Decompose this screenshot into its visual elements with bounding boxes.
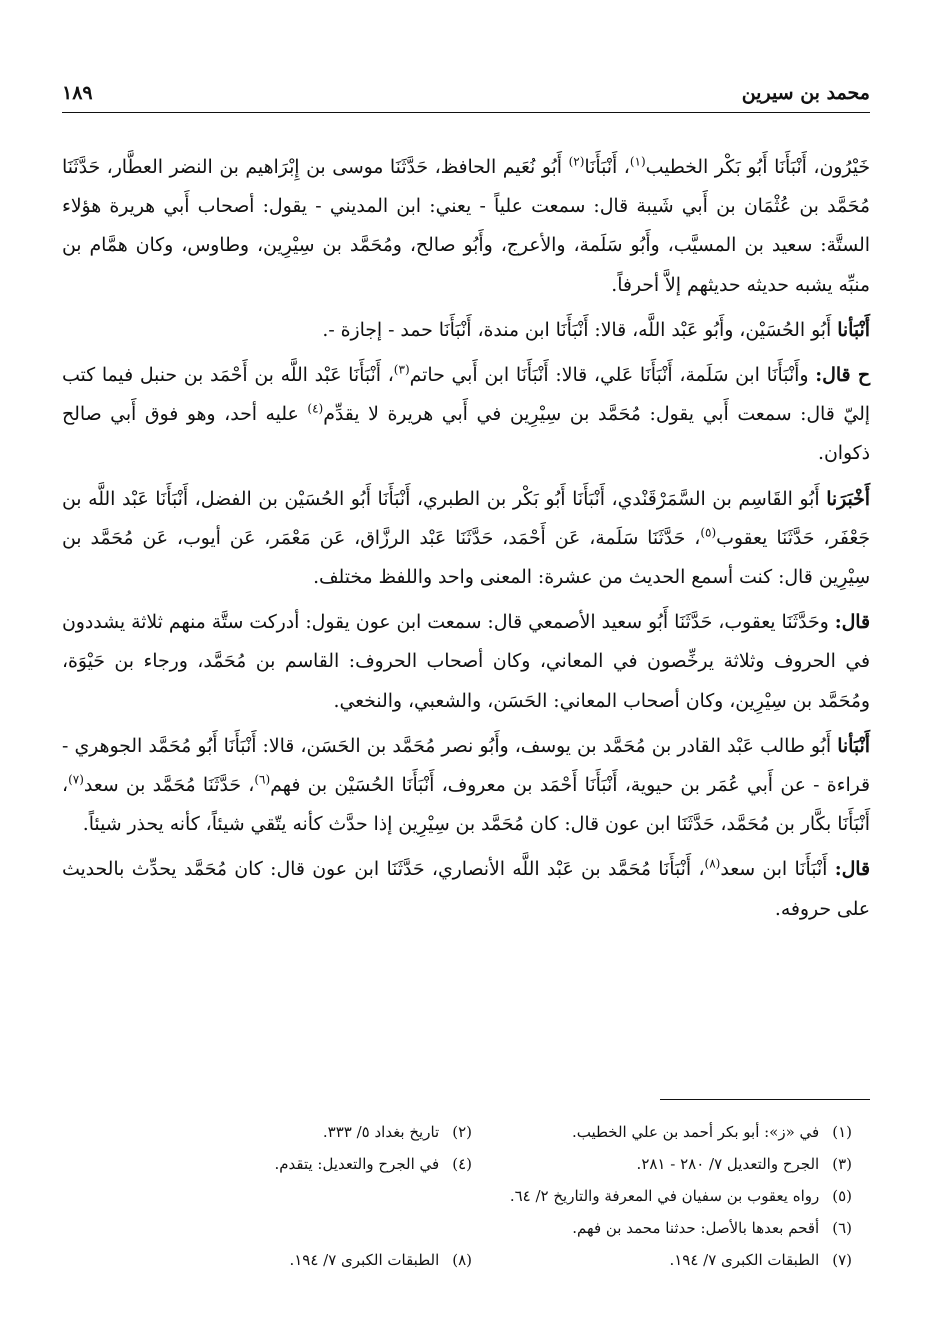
paragraph-lead: قال: (834, 611, 870, 634)
footnote-text: في «ز»: أبو بكر أحمد بن علي الخطيب. (571, 1123, 824, 1141)
footnote-text: رواه يعقوب بن سفيان في المعرفة والتاريخ ٢/ ٦٤. (509, 1187, 824, 1205)
footnote (532, 1116, 852, 1148)
paragraph-lead: قال: (834, 858, 870, 881)
paragraph-text: وأَنْبَأَنَا ابن سَلَمة، أَنْبَأَنَا عَلي، قالا: أَنْبَأَنَا ابن أَبي حاتم (409, 365, 816, 387)
paragraph (62, 850, 870, 928)
paragraph-lead: أَنْبَأنا (837, 318, 870, 341)
footnote-row (62, 1148, 852, 1180)
footnote-marker[interactable]: (٦) (254, 772, 271, 787)
paragraph (62, 356, 870, 474)
running-header (62, 80, 870, 113)
footnote-text: أقحم بعدها بالأصل: حدثنا محمد بن فهم. (572, 1219, 824, 1237)
paragraph (62, 603, 870, 721)
paragraph-text: ، أَنْبَأَنَا مُحَمَّد بن عَبْد اللَّه الأنصاري، حَدَّثَنَا ابن عون قال: كان مُحَمَّد يحدِّث بالحديث على حروفه. (62, 859, 870, 920)
paragraph-lead: أَنْبَأنا (837, 734, 870, 757)
footnote-text: الطبقات الكبرى ٧/ ١٩٤. (669, 1251, 824, 1269)
paragraph-text: ، حَدَّثَنَا مُحَمَّد بن سعد (83, 775, 255, 797)
paragraph (62, 148, 870, 305)
paragraph-text: ، أَنْبَأَنَا بكَّار بن مُحَمَّد، حَدَّثَنَا ابن عون قال: كان مُحَمَّد بن سِيْرِين إذا حدَّث كأنه يتّقي شيئاً، كأنه يحذر شيئاً. (62, 775, 870, 836)
paragraph-lead: ح قال: (815, 364, 870, 387)
footnote-number: (١) (832, 1123, 852, 1141)
footnote-row (62, 1180, 852, 1212)
footnote (572, 1212, 852, 1244)
paragraph-text: أَبُو نُعَيم الحافظ، حَدَّثَنَا موسى بن إِبْرَاهيم بن النضر العطَّار، حَدَّثَنَا مُحَمَّد بن عُثْمَان بن أَبي شَيبة قال: سمعت علياً - يعني: ابن المديني - يقول: أصحاب أَبي هريرة هؤلاء الستَّة: سعيد بن المسيَّب، وأَبُو سَلَمة، والأعرج، وأَبُو صالح، ومُحَمَّد بن سِيْرِين، وطاوس، وكان همَّام بن منبِّه يشبه حديثه حديثهم إلاَّ أحرفاً. (62, 157, 870, 296)
footnote-row (62, 1212, 852, 1244)
footnote (532, 1148, 852, 1180)
footnote-marker[interactable]: (١) (629, 154, 646, 169)
footnote-number: (٧) (832, 1251, 852, 1269)
paragraph-lead: أَخْبَرَنا (826, 487, 870, 510)
page-number: ١٨٩ (62, 82, 93, 104)
footnote-separator (660, 1099, 870, 1100)
footnote-number: (٣) (832, 1155, 852, 1173)
paragraph-text: خَيْرُون، أَنْبَأَنَا أَبُو بَكْر الخطيب (645, 157, 870, 178)
paragraph (62, 311, 870, 350)
paragraph-text: وحَدَّثَنَا يعقوب، حَدَّثَنَا أَبُو سعيد الأصمعي قال: سمعت ابن عون يقول: أدركت ستَّة منهم ثلاثة يشددون في الحروف وثلاثة يرخِّصون في المعاني، وكان أصحاب الحروف: القاسم بن مُحَمَّد، ورجاء بن حَيْوَة، ومُحَمَّد بن سِيْرِين، وكان أصحاب المعاني: الحَسَن، والشعبي، والنخعي. (62, 612, 870, 712)
footnote-number: (٨) (452, 1251, 472, 1269)
footnote-marker[interactable]: (٣) (393, 362, 410, 377)
footnote-number: (٥) (832, 1187, 852, 1205)
footnote-marker[interactable]: (٥) (700, 525, 717, 540)
footnote-text: تاريخ بغداد ٥/ ٣٣٣. (322, 1123, 444, 1141)
paragraph (62, 727, 870, 845)
footnote (510, 1180, 852, 1212)
footnote (152, 1148, 472, 1180)
footnote-text: الطبقات الكبرى ٧/ ١٩٤. (289, 1251, 444, 1269)
footnote-number: (٦) (832, 1219, 852, 1237)
footnote-marker[interactable]: (٧) (68, 772, 84, 787)
running-title: محمد بن سيرين (741, 82, 870, 104)
paragraph-text: أَبُو طالب عَبْد القادر بن مُحَمَّد بن يوسف، وأَبُو نصر مُحَمَّد بن الحَسَن، قالا: أَنْبَأَنَا أَبُو مُحَمَّد الجوهري - قراءة - عن أَبي عُمَر بن حيوية، أَنْبَأَنَا أَحْمَد بن معروف، أَنْبَأَنَا الحُسَيْن بن فهم (62, 735, 870, 797)
footnote-text: الجرح والتعديل ٧/ ٢٨٠ - ٢٨١. (636, 1155, 824, 1173)
footnote-marker[interactable]: (٤) (307, 401, 324, 416)
footnote-row (62, 1244, 852, 1276)
footnote (152, 1244, 472, 1276)
footnotes (62, 1116, 852, 1276)
footnote-number: (٢) (452, 1123, 472, 1141)
footnote (152, 1116, 472, 1148)
paragraph-text: ، أَنْبَأَنَا عَبْد اللَّه بن أَحْمَد بن حنبل فيما كتب إليّ قال: سمعت أَبي يقول: مُحَمَّد بن سِيْرِين في أَبي هريرة لا يقدِّم (62, 365, 871, 426)
paragraph-text: عليه أحد، وهو فوق أَبي صالح ذكوان. (62, 404, 870, 465)
paragraph-text: ، حَدَّثَنَا سَلَمة، عَن أَحْمَد، حَدَّثَنَا عَبْد الرزَّاق، عَن مَعْمَر، عَن أيوب، عَن مُحَمَّد بن سِيْرِين قال: كنت أسمع الحديث من عشرة: المعنى واحد واللفظ مختلف. (62, 527, 870, 589)
paragraph-text: أَنْبَأَنَا ابن سعد (720, 859, 835, 881)
footnote-text: في الجرح والتعديل: يتقدم. (274, 1155, 444, 1173)
paragraph-text: أَبُو القَاسِم بن السَّمَرْقَنْدي، أَنْبَأَنَا أَبُو بَكْر بن الطبري، أَنْبَأَنَا أَبُو الحُسَيْن بن الفضل، أَنْبَأَنَا عَبْد اللَّه بن جَعْفَر، حَدَّثَنَا يعقوب (62, 488, 870, 549)
paragraph-text: أَبُو الحُسَيْن، وأَبُو عَبْد اللَّه، قالا: أَنْبَأَنَا ابن مندة، أَنْبَأَنَا حمد - إجازة -. (322, 319, 838, 341)
footnote-number: (٤) (452, 1155, 472, 1173)
main-text (62, 148, 870, 929)
paragraph-text: ، أَنْبَأَنَا (584, 157, 630, 178)
footnote-marker[interactable]: (٢) (568, 154, 585, 169)
footnote-marker[interactable]: (٨) (704, 857, 721, 872)
footnote-row (62, 1116, 852, 1148)
footnote (532, 1244, 852, 1276)
paragraph (62, 480, 870, 598)
